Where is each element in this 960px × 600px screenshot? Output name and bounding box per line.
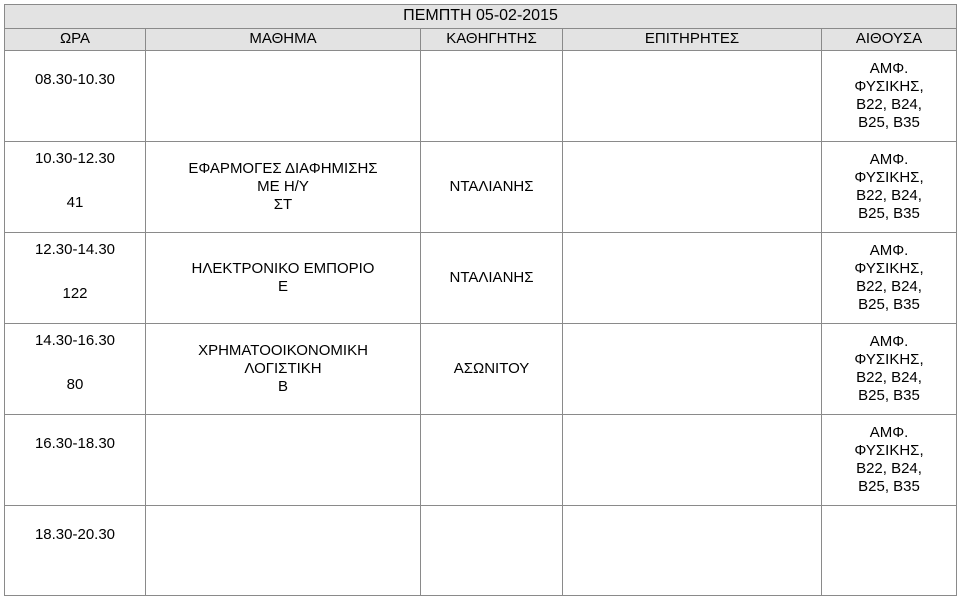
- title-row: [5, 5, 957, 29]
- subject-line: Ε: [277, 277, 288, 295]
- student-count: 80: [66, 375, 84, 393]
- room-line: Β22, Β24,: [856, 459, 922, 477]
- header-row: [5, 28, 957, 50]
- room-line: ΦΥΣΙΚΗΣ,: [854, 441, 924, 459]
- room-line: Β22, Β24,: [856, 95, 922, 113]
- header-subject: ΜΑΘΗΜΑ: [146, 28, 421, 50]
- schedule-row: [5, 505, 957, 595]
- room-cell: [822, 323, 957, 414]
- subject-cell: [146, 50, 421, 141]
- time-cell: [5, 414, 146, 505]
- room-cell: [822, 414, 957, 505]
- subject-cell: [146, 232, 421, 323]
- subject-line: ΕΦΑΡΜΟΓΕΣ ΔΙΑΦΗΜΙΣΗΣ: [188, 159, 378, 177]
- room-line: ΑΜΦ.: [869, 332, 909, 350]
- time-cell: [5, 323, 146, 414]
- room-line: ΦΥΣΙΚΗΣ,: [854, 77, 924, 95]
- room-line: ΑΜΦ.: [869, 59, 909, 77]
- teacher-cell: ΝΤΑΛΙΑΝΗΣ: [421, 141, 563, 232]
- teacher-cell: ΝΤΑΛΙΑΝΗΣ: [421, 232, 563, 323]
- supervisors-cell: [563, 505, 822, 595]
- subject-cell: [146, 414, 421, 505]
- subject-cell: [146, 323, 421, 414]
- subject-cell: [146, 505, 421, 595]
- room-line: ΦΥΣΙΚΗΣ,: [854, 259, 924, 277]
- subject-line: ΣΤ: [273, 195, 293, 213]
- exam-schedule-table: [4, 4, 957, 596]
- schedule-row: [5, 323, 957, 414]
- time-slot: 12.30-14.30: [34, 240, 116, 258]
- room-line: Β25, Β35: [858, 204, 920, 222]
- room-line: Β22, Β24,: [856, 368, 922, 386]
- supervisors-cell: [563, 414, 822, 505]
- header-teacher: ΚΑΘΗΓΗΤΗΣ: [421, 28, 563, 50]
- time-cell: [5, 505, 146, 595]
- time-slot: 08.30-10.30: [34, 70, 116, 88]
- student-count: 41: [66, 193, 84, 211]
- header-time: ΩΡΑ: [5, 28, 146, 50]
- room-cell: [822, 141, 957, 232]
- supervisors-cell: [563, 50, 822, 141]
- room-line: Β22, Β24,: [856, 277, 922, 295]
- header-room: ΑΙΘΟΥΣΑ: [822, 28, 957, 50]
- time-slot: 16.30-18.30: [34, 434, 116, 452]
- room-line: ΑΜΦ.: [869, 241, 909, 259]
- time-cell: [5, 141, 146, 232]
- supervisors-cell: [563, 323, 822, 414]
- teacher-cell: [421, 50, 563, 141]
- teacher-cell: ΑΣΩΝΙΤΟΥ: [421, 323, 563, 414]
- schedule-row: [5, 232, 957, 323]
- room-line: ΦΥΣΙΚΗΣ,: [854, 168, 924, 186]
- teacher-cell: [421, 414, 563, 505]
- room-cell: [822, 50, 957, 141]
- subject-line: ΧΡΗΜΑΤΟΟΙΚΟΝΟΜΙΚΗ: [198, 341, 368, 359]
- room-line: Β25, Β35: [858, 386, 920, 404]
- time-slot: 14.30-16.30: [34, 331, 116, 349]
- supervisors-cell: [563, 141, 822, 232]
- time-cell: [5, 50, 146, 141]
- room-line: Β25, Β35: [858, 295, 920, 313]
- header-supervisors: ΕΠΙΤΗΡΗΤΕΣ: [563, 28, 822, 50]
- student-count: 122: [62, 284, 88, 302]
- schedule-row: [5, 50, 957, 141]
- schedule-row: [5, 414, 957, 505]
- room-line: Β22, Β24,: [856, 186, 922, 204]
- room-line: Β25, Β35: [858, 113, 920, 131]
- room-line: Β25, Β35: [858, 477, 920, 495]
- room-line: ΑΜΦ.: [869, 423, 909, 441]
- subject-cell: [146, 141, 421, 232]
- subject-line: ΛΟΓΙΣΤΙΚΗ: [244, 359, 322, 377]
- subject-line: ΗΛΕΚΤΡΟΝΙΚΟ ΕΜΠΟΡΙΟ: [191, 259, 375, 277]
- time-cell: [5, 232, 146, 323]
- time-slot: 18.30-20.30: [34, 525, 116, 543]
- room-line: ΦΥΣΙΚΗΣ,: [854, 350, 924, 368]
- teacher-cell: [421, 505, 563, 595]
- schedule-date-title: ΠΕΜΠΤΗ 05-02-2015: [5, 5, 957, 29]
- subject-line: ΜΕ Η/Υ: [257, 177, 309, 195]
- time-slot: 10.30-12.30: [34, 149, 116, 167]
- schedule-row: [5, 141, 957, 232]
- room-cell: [822, 232, 957, 323]
- subject-line: Β: [277, 377, 288, 395]
- room-cell: [822, 505, 957, 595]
- supervisors-cell: [563, 232, 822, 323]
- room-line: ΑΜΦ.: [869, 150, 909, 168]
